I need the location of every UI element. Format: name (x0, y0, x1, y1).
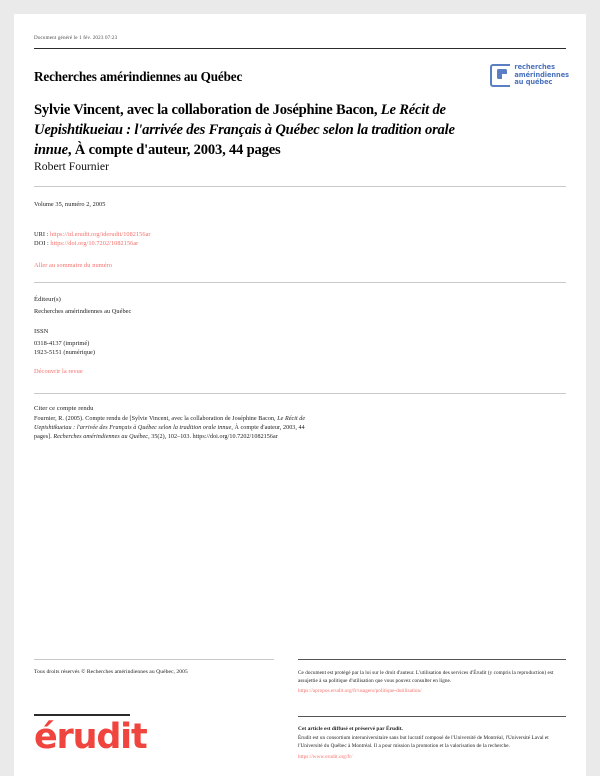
usage-policy-text: Ce document est protégé par la loi sur le droit d'auteur. L'utilisation des services d'Érudit (y compris la reproduction) est assujettie à sa politique d'utilisation que vous pouvez consulter en ligne. (298, 670, 554, 685)
publisher-value: Recherches amérindiennes au Québec (34, 308, 132, 315)
citation-heading: Citer ce compte rendu (34, 405, 94, 412)
article-title-suffix: , À compte d'auteur, 2003, 44 pages (67, 142, 281, 158)
uri-line (34, 230, 151, 239)
citation-segment-c: , 35(2), 102–103. https://doi.org/10.7202/1082156ar (148, 433, 278, 440)
preserved-text: Érudit est un consortium interuniversitaire sans but lucratif composé de l'Université de Montréal, l'Université Laval et l'Université du Québec à Montréal. Il a pour mission la promotion et la valorisation de la recherche. (298, 735, 549, 750)
issn-heading: ISSN (34, 328, 49, 335)
citation-segment-a: Fournier, R. (2005). Compte rendu de [Sylvie Vincent, avec la collaboration de Joséphine Bacon, (34, 416, 278, 422)
issue-summary-link[interactable]: Aller au sommaire du numéro (34, 262, 113, 269)
article-author: Robert Fournier (34, 160, 109, 173)
journal-logo-line-2: amérindiennes (514, 70, 569, 79)
erudit-site-link[interactable]: https://www.erudit.org/fr/ (298, 753, 353, 760)
uri-label: URI : (34, 231, 51, 238)
issn-print: 0318-4137 (imprimé) (34, 340, 90, 347)
article-title-book: Le Récit de Uepishtikueiau : l'arrivée des Français à Québec selon la tradition orale innue (34, 102, 455, 158)
journal-name: Recherches amérindiennes au Québec (34, 69, 243, 84)
issn-values (34, 339, 95, 357)
citation-text (34, 415, 324, 441)
journal-logo[interactable] (490, 64, 569, 87)
uri-link[interactable]: https://id.erudit.org/iderudit/1082156ar (50, 231, 151, 238)
citation-journal-title: Recherches amérindiennes au Québec (53, 433, 149, 440)
doi-label: DOI : (34, 240, 51, 248)
erudit-logo-divider (34, 714, 130, 716)
copyright-notice: Tous droits réservés © Recherches amérindiennes au Québec, 2005 (34, 669, 188, 675)
journal-logo-text (514, 64, 569, 87)
citation-book-title: Le Récit de Uepishtikueiau : l'arrivée des Français à Québec selon la tradition orale innue (34, 416, 306, 431)
footer-right-divider (298, 659, 566, 660)
preserved-heading: Cet article est diffusé et préservé par Érudit. (298, 726, 403, 732)
journal-logo-bookmark-icon (490, 64, 510, 87)
article-title-prefix: Sylvie Vincent, avec la collaboration de Joséphine Bacon, (34, 102, 381, 118)
citation-segment-b: , À compte d'auteur, 2003, 44 pages]. (34, 424, 305, 440)
usage-policy-block (298, 669, 566, 696)
usage-policy-link[interactable]: https://apropos.erudit.org/fr/usagers/politique-dutilisation/ (298, 688, 422, 695)
identifiers-block (34, 230, 151, 248)
article-title (34, 100, 466, 160)
discover-journal-link[interactable]: Découvrir la revue (34, 368, 83, 375)
issue-volume-line: Volume 35, numéro 2, 2005 (34, 201, 106, 208)
preserved-by-erudit-block (298, 725, 566, 761)
erudit-logo[interactable]: érudit (34, 717, 147, 757)
header-top-divider (34, 48, 566, 49)
issn-digital: 1923-5151 (numérique) (34, 349, 96, 357)
footer-left-divider (34, 659, 274, 660)
doi-line (34, 239, 151, 248)
publisher-divider (34, 282, 566, 283)
generated-date-note: Document généré le 1 fév. 2023 07:23 (34, 35, 118, 41)
journal-logo-line-1: recherches (514, 63, 555, 72)
citation-divider (34, 393, 566, 394)
preserved-block-divider (298, 716, 566, 717)
doi-link[interactable]: https://doi.org/10.7202/1082156ar (50, 240, 139, 248)
volume-divider (34, 186, 566, 187)
journal-logo-line-3: au québec (514, 78, 553, 87)
document-page (14, 14, 586, 776)
publisher-heading: Éditeur(s) (34, 296, 61, 303)
